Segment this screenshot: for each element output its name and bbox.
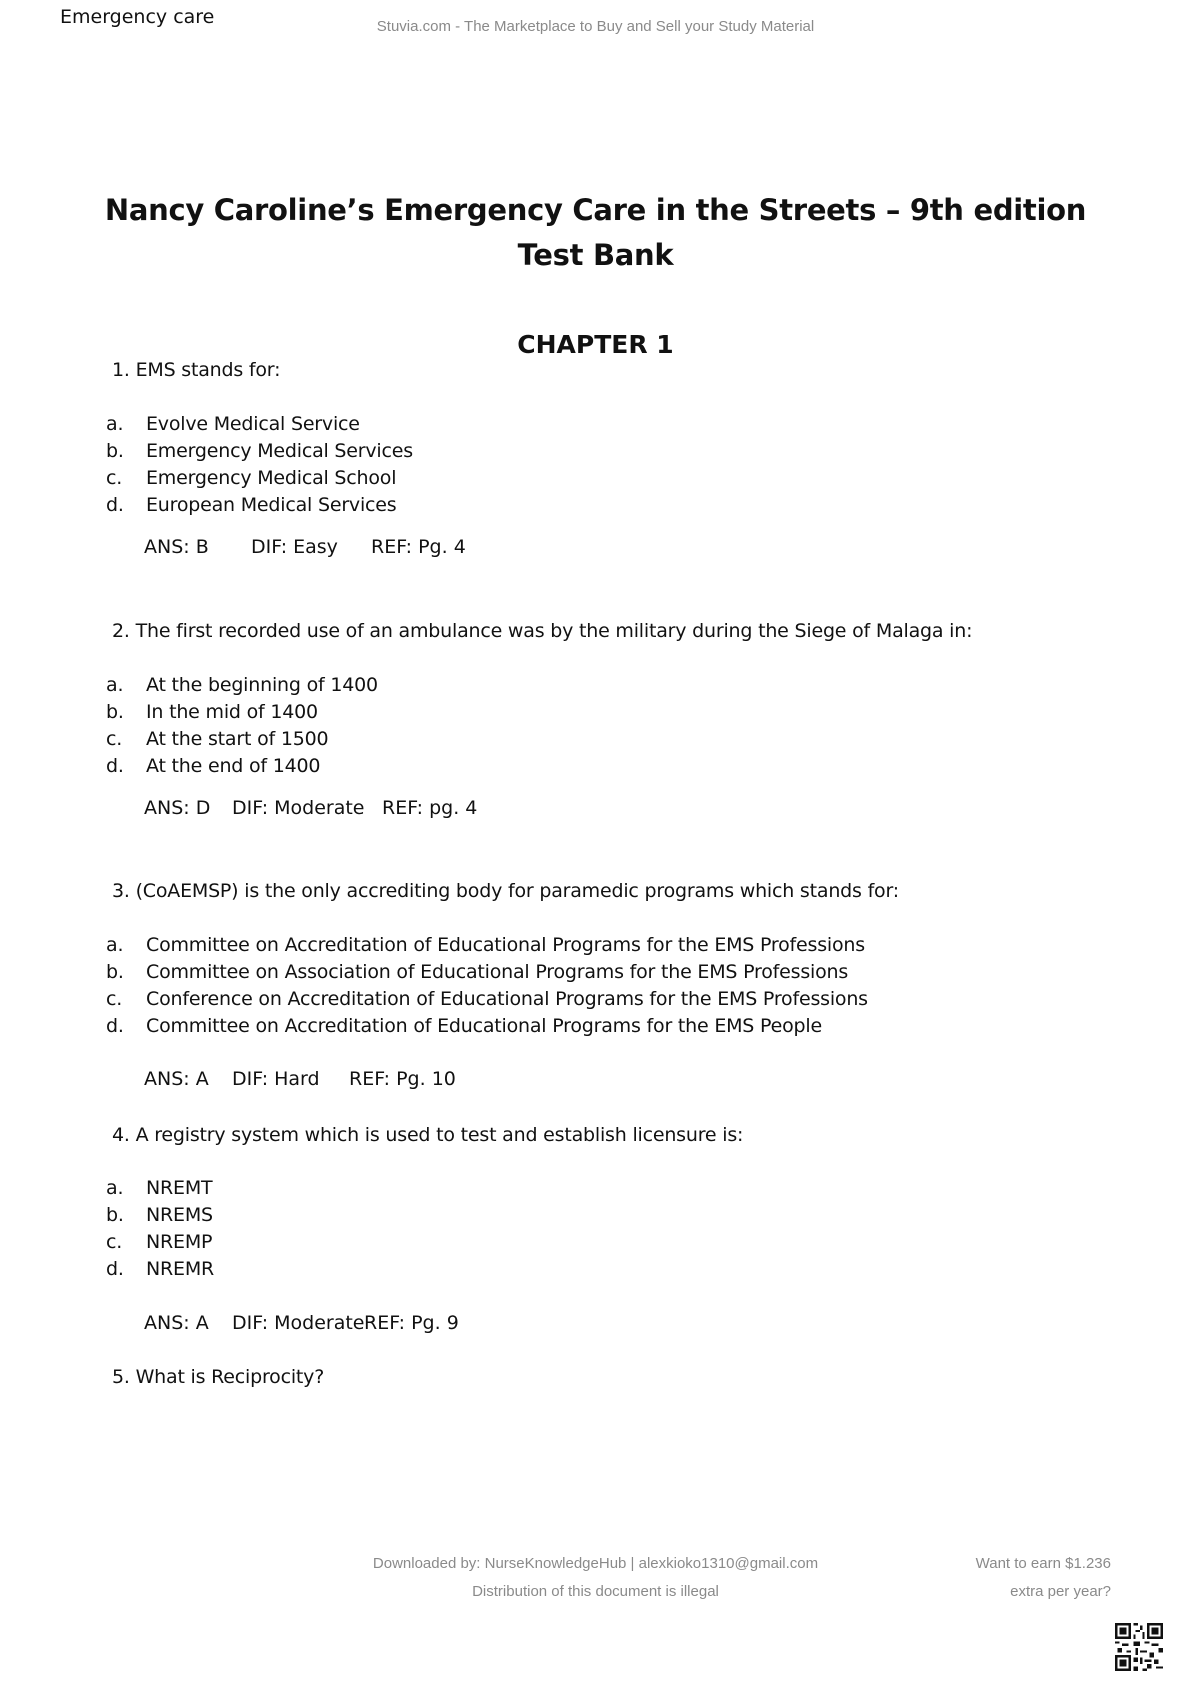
q1-option-b: b. Emergency Medical Services (106, 440, 413, 462)
question-5: 5. What is Reciprocity? (112, 1366, 325, 1388)
q2-answer-line: ANS: D DIF: Moderate REF: pg. 4 (144, 797, 478, 819)
q1-option-a: a. Evolve Medical Service (106, 413, 360, 435)
question-3: 3. (CoAEMSP) is the only accrediting body for paramedic programs which stands for: (112, 880, 899, 902)
q4-option-d: d. NREMR (106, 1258, 215, 1280)
q3-option-d: d. Committee on Accreditation of Educational Programs for the EMS People (106, 1015, 822, 1037)
title-line-2: Test Bank (517, 238, 674, 272)
q3-option-a: a. Committee on Accreditation of Educational Programs for the EMS Professions (106, 934, 865, 956)
q3-option-c: c. Conference on Accreditation of Educational Programs for the EMS Professions (106, 988, 868, 1010)
document-title (0, 188, 1191, 278)
footer-downloaded: Downloaded by: NurseKnowledgeHub | alexkioko1310@gmail.com (372, 1555, 819, 1572)
q4-option-b: b. NREMS (106, 1204, 213, 1226)
q3-answer-line: ANS: A DIF: Hard REF: Pg. 10 (144, 1068, 456, 1090)
footer-distribution: Distribution of this document is illegal (472, 1583, 719, 1600)
q1-option-c: c. Emergency Medical School (106, 467, 397, 489)
q1-option-d: d. European Medical Services (106, 494, 397, 516)
q2-option-d: d. At the end of 1400 (106, 755, 321, 777)
question-4: 4. A registry system which is used to test and establish licensure is: (112, 1124, 744, 1146)
q1-answer-line: ANS: B DIF: Easy REF: Pg. 4 (144, 536, 466, 558)
header-watermark: Stuvia.com - The Marketplace to Buy and Sell your Study Material (376, 18, 815, 35)
question-2: 2. The first recorded use of an ambulance was by the military during the Siege of Malaga in: (112, 620, 973, 642)
footer-earn-line-2[interactable]: extra per year? (1010, 1583, 1111, 1600)
footer-earn-line-1[interactable]: Want to earn $1.236 (975, 1555, 1111, 1572)
chapter-heading: CHAPTER 1 (517, 330, 674, 359)
q2-option-c: c. At the start of 1500 (106, 728, 329, 750)
q4-option-a: a. NREMT (106, 1177, 213, 1199)
question-1: 1. EMS stands for: (112, 359, 281, 381)
q2-option-b: b. In the mid of 1400 (106, 701, 318, 723)
q3-option-b: b. Committee on Association of Educational Programs for the EMS Professions (106, 961, 849, 983)
q4-option-c: c. NREMP (106, 1231, 213, 1253)
title-line-1: Nancy Caroline’s Emergency Care in the Streets – 9th edition (104, 193, 1087, 227)
header-left: Emergency care (60, 6, 215, 28)
q2-option-a: a. At the beginning of 1400 (106, 674, 378, 696)
q4-answer-line: ANS: A DIF: ModerateREF: Pg. 9 (144, 1312, 459, 1334)
qr-code-icon[interactable] (1115, 1623, 1163, 1671)
